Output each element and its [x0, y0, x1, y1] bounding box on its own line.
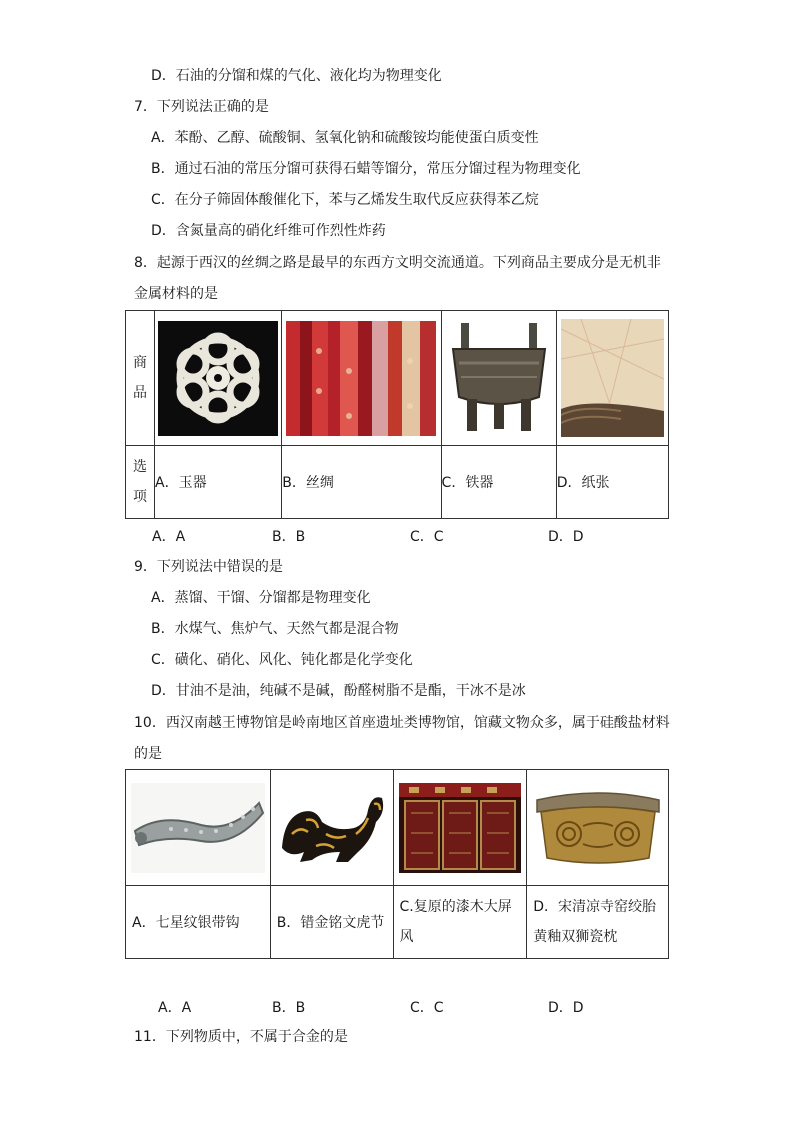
- label-char: 商: [133, 355, 148, 371]
- q8-cell-c: C．铁器: [441, 446, 556, 519]
- silver-belt-hook-icon: [131, 783, 265, 873]
- q8-image-cell-c: [441, 311, 556, 446]
- q7-option-b: B．通过石油的常压分馏可获得石蜡等馏分，常压分馏过程为物理变化: [151, 161, 581, 177]
- q10-cell-a: [126, 886, 271, 959]
- label-char: 品: [133, 385, 148, 401]
- q10-answer-b[interactable]: B．B: [272, 1000, 306, 1016]
- q8-image-cell-a: [155, 311, 282, 446]
- q10-image-cell-a: [126, 770, 271, 886]
- q10-answer-d[interactable]: D．D: [548, 1000, 584, 1016]
- q8-image-cell-b: [282, 311, 441, 446]
- q10-image-cell-c: [393, 770, 527, 886]
- gold-inlaid-tiger-icon: [276, 788, 388, 868]
- q7-option-a: A．苯酚、乙醇、硫酸铜、氢氧化钠和硫酸铵均能使蛋白质变性: [151, 130, 539, 146]
- q10-image-cell-d: [527, 770, 669, 886]
- question-11-stem: 11．下列物质中，不属于合金的是: [134, 1029, 348, 1045]
- q10-cell-c-line1: C.复原的漆木大屏: [399, 899, 512, 915]
- q10-artifact-table: [125, 769, 669, 959]
- q8-goods-table: [125, 310, 669, 519]
- bronze-tripod-icon: [447, 319, 551, 437]
- q9-option-c: C．磺化、硝化、风化、钝化都是化学变化: [151, 652, 413, 668]
- paper-roll-icon: [561, 319, 664, 437]
- q8-answer-d[interactable]: D．D: [548, 529, 584, 545]
- q10-cell-b-line1: B．错金铭文虎节: [276, 915, 385, 931]
- option-d-prev: D．石油的分馏和煤的气化、液化均为物理变化: [151, 68, 442, 84]
- q10-cell-b: [270, 886, 393, 959]
- q9-option-d: D．甘油不是油，纯碱不是碱，酚醛树脂不是酯，干冰不是冰: [151, 683, 526, 699]
- porcelain-pillow-icon: [533, 786, 663, 870]
- q7-option-d: D．含氮量高的硝化纤维可作烈性炸药: [151, 223, 386, 239]
- q8-answer-c[interactable]: C．C: [410, 529, 444, 545]
- question-10-stem-line1: 10．西汉南越王博物馆是岭南地区首座遗址类博物馆，馆藏文物众多，属于硅酸盐材料: [134, 715, 670, 731]
- q8-answer-b[interactable]: B．B: [272, 529, 306, 545]
- silk-rolls-icon: [286, 321, 436, 436]
- q10-image-cell-b: [270, 770, 393, 886]
- q8-row-label-options: [126, 446, 155, 519]
- q8-cell-b: B．丝绸: [282, 446, 441, 519]
- q8-image-cell-d: [556, 311, 668, 446]
- q10-cell-d-line1: D．宋清凉寺窑绞胎: [533, 899, 657, 915]
- q8-cell-d: D．纸张: [556, 446, 668, 519]
- q8-row-label-goods: [126, 311, 155, 446]
- q8-cell-a: A．玉器: [155, 446, 282, 519]
- q10-cell-a-line1: A．七星纹银带钩: [132, 915, 240, 931]
- q7-option-c: C．在分子筛固体酸催化下，苯与乙烯发生取代反应获得苯乙烷: [151, 192, 539, 208]
- q9-option-b: B．水煤气、焦炉气、天然气都是混合物: [151, 621, 399, 637]
- question-8-stem-line2: 金属材料的是: [134, 286, 218, 302]
- q10-answer-c[interactable]: C．C: [410, 1000, 444, 1016]
- q10-answer-a[interactable]: A．A: [158, 1000, 192, 1016]
- question-9-stem: 9．下列说法中错误的是: [134, 559, 283, 575]
- q10-cell-c: [393, 886, 527, 959]
- label-char: 选: [133, 459, 148, 475]
- question-8-stem-line1: 8．起源于西汉的丝绸之路是最早的东西方文明交流通道。下列商品主要成分是无机非: [134, 255, 661, 271]
- question-10-stem-line2: 的是: [134, 746, 162, 762]
- jade-ornament-icon: [158, 321, 278, 436]
- q10-cell-c-line2: 风: [399, 929, 414, 945]
- q9-option-a: A．蒸馏、干馏、分馏都是物理变化: [151, 590, 371, 606]
- q8-answer-a[interactable]: A．A: [152, 529, 186, 545]
- q10-cell-d-line2: 黄釉双狮瓷枕: [533, 929, 618, 945]
- label-char: 项: [133, 489, 148, 505]
- question-7-stem: 7．下列说法正确的是: [134, 99, 269, 115]
- lacquer-screen-icon: [399, 783, 521, 873]
- q10-cell-d: [527, 886, 669, 959]
